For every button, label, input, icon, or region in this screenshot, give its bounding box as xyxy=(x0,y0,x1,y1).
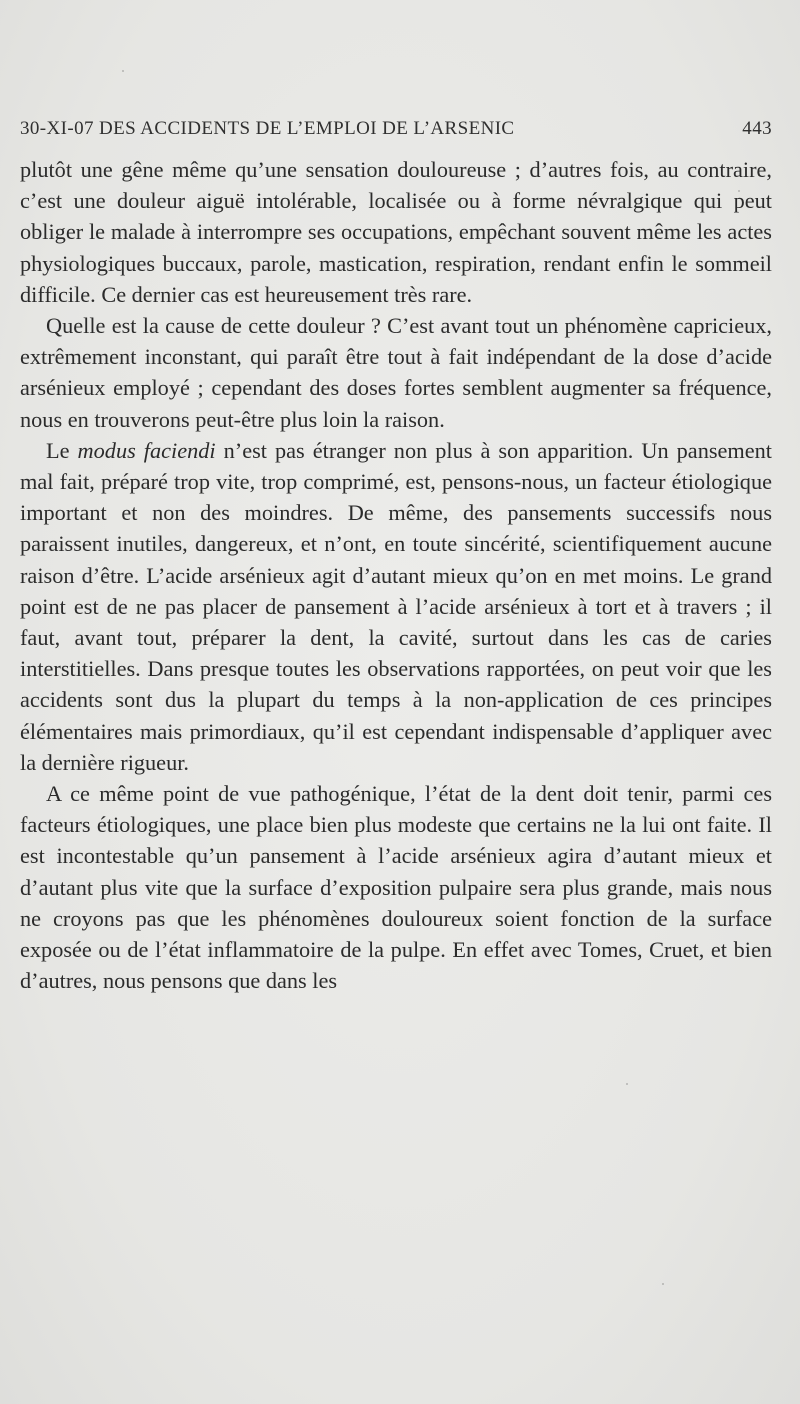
paragraph-3-italic-term: modus faciendi xyxy=(77,437,216,463)
paper-speck xyxy=(662,1283,664,1285)
paper-speck xyxy=(122,70,124,72)
paragraph-1-text: plutôt une gêne même qu’une sensation douloureuse ; d’autres fois, au contraire, c’est une douleur aiguë intolérable, localisée ou à forme névralgique qui peut obliger le malade à interrompre ses occupations, empêchant souvent même les actes physiologiques buccaux, parole, mastication, respiration, rendant enfin le sommeil difficile. Ce dernier cas est heureusement très rare. xyxy=(20,157,772,307)
paragraph-3 xyxy=(20,435,772,778)
paragraph-3-lead: Le xyxy=(46,437,78,463)
paragraph-2-text: Quelle est la cause de cette douleur ? C’est avant tout un phénomène capricieux, extrêmement inconstant, qui paraît être tout à fait indépendant de la dose d’acide arsénieux employé ; cependant des doses fortes semblent augmenter sa fréquence, nous en trouverons peut-être plus loin la raison. xyxy=(20,313,772,432)
paragraph-4-text: A ce même point de vue pathogénique, l’état de la dent doit tenir, parmi ces facteurs étiologiques, une place bien plus modeste que certains ne la lui ont faite. Il est incontestable qu’un pansement à l’acide arsénieux agira d’autant mieux et d’autant plus vite que la surface d’exposition pulpaire sera plus grande, mais nous ne croyons pas que les phénomènes douloureux soient fonction de la surface exposée ou de l’état inflammatoire de la pulpe. En effet avec Tomes, Cruet, et bien d’autres, nous pensons que dans les xyxy=(20,781,772,994)
paragraph-3-text: n’est pas étranger non plus à son apparition. Un pansement mal fait, préparé trop vite, trop comprimé, est, pensons-nous, un facteur étiologique important et non des moindres. De même, des pansements successifs nous paraissent inutiles, dangereux, et n’ont, en toute sincérité, scientifiquement aucune raison d’être. L’acide arsénieux agit d’autant mieux qu’on en met moins. Le grand point est de ne pas placer de pansement à l’acide arsénieux à tort et à travers ; il faut, avant tout, préparer la dent, la cavité, surtout dans les cas de caries interstitielles. Dans presque toutes les observations rapportées, on peut voir que les accidents sont dus la plupart du temps à la non-application de ces principes élémentaires mais primordiaux, qu’il est cependant indispensable d’appliquer avec la dernière rigueur. xyxy=(20,437,772,775)
page-number: 443 xyxy=(742,118,772,139)
paragraph-2 xyxy=(20,310,772,435)
body-text xyxy=(20,154,772,996)
paragraph-1 xyxy=(20,154,772,310)
paragraph-4 xyxy=(20,778,772,996)
running-header xyxy=(20,118,772,148)
running-title: 30-XI-07 DES ACCIDENTS DE L’EMPLOI DE L’ARSENIC xyxy=(20,118,515,139)
paper-speck xyxy=(626,1083,628,1085)
